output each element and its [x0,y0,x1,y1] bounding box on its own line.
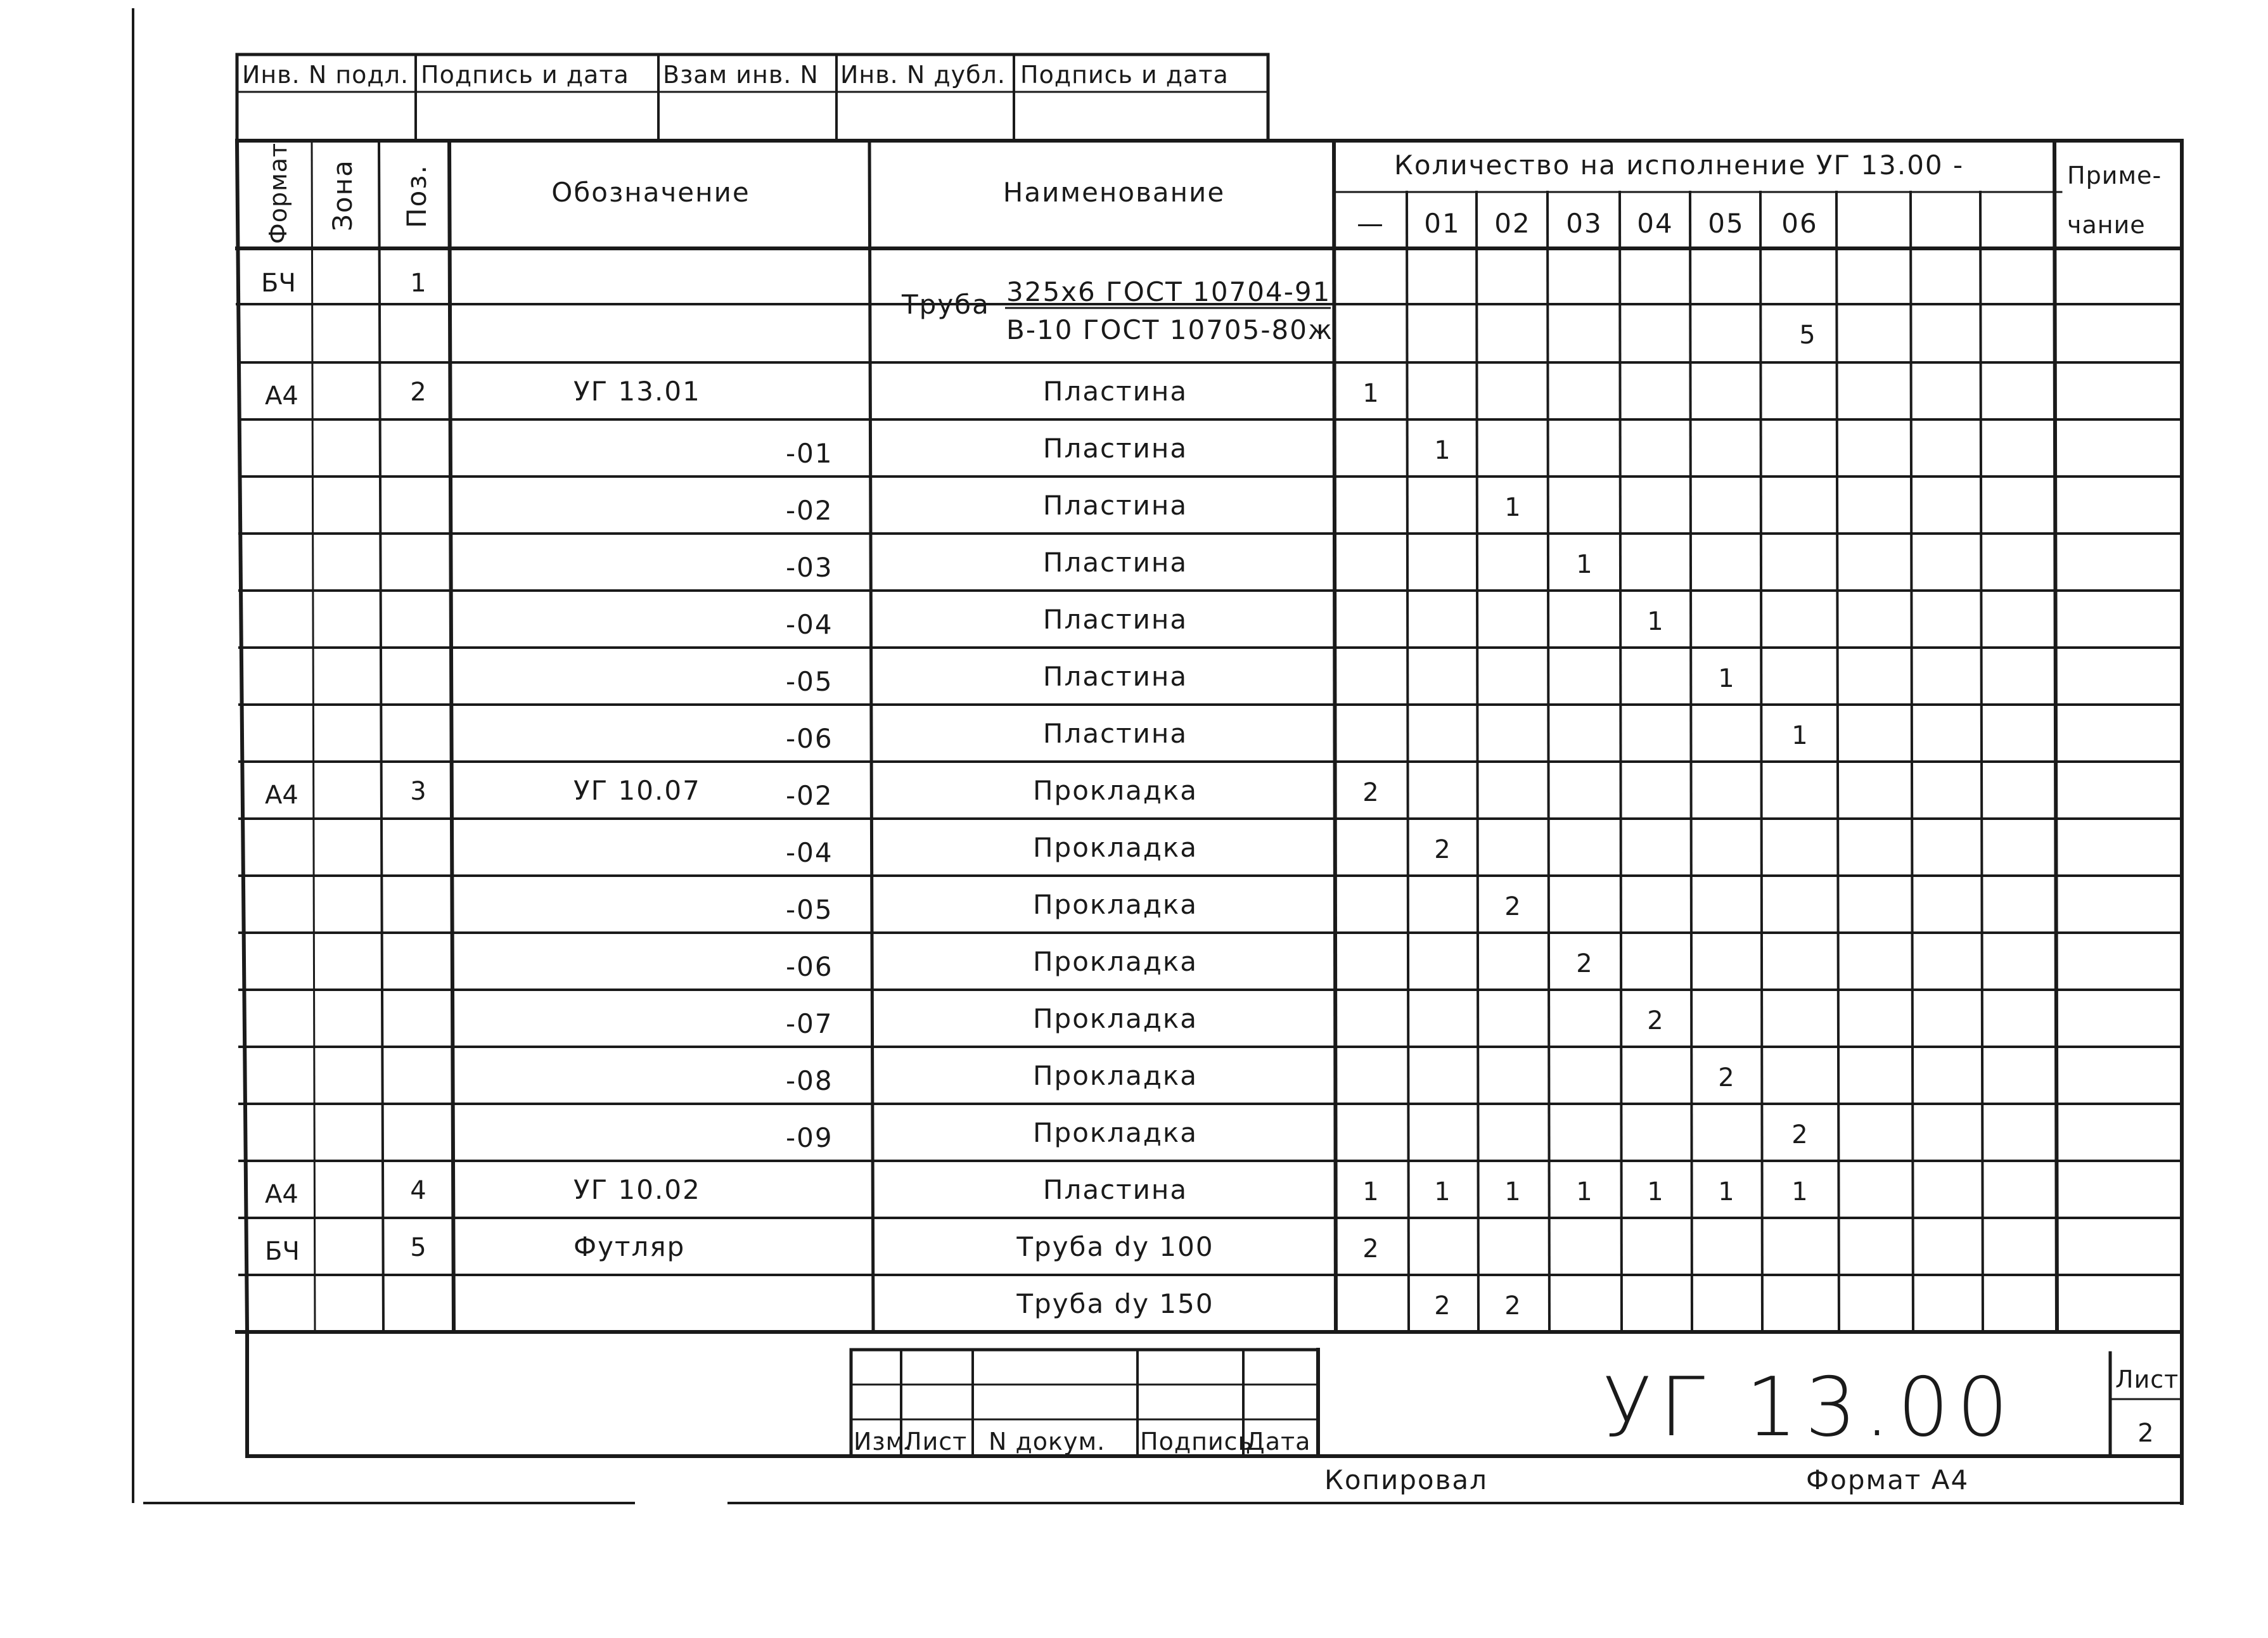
pipe-pos: 1 [410,269,426,298]
inventory-strip [242,61,1229,89]
sheet-number: 2 [2137,1419,2154,1448]
row-name: Пластина [1042,547,1188,578]
row-format: А4 [265,781,298,810]
header-format: Формат [264,142,292,244]
row-pos: 5 [410,1233,426,1262]
row-name: Прокладка [1032,775,1198,806]
row-designation-suffix: -08 [786,1065,833,1096]
pipe-spec-1: 325х6 ГОСТ 10704-91 [1006,276,1331,307]
pipe-item [261,269,1816,350]
pipe-spec-2: В-10 ГОСТ 10705-80ж [1006,314,1333,345]
spec-row [265,376,1379,411]
pipe-format: БЧ [261,269,296,298]
row-name: Пластина [1042,718,1188,749]
row-name: Пластина [1042,661,1188,692]
row-qty-cell: 1 [1718,1177,1734,1206]
row-designation-suffix: -07 [786,1008,833,1039]
variant-header: 04 [1637,208,1674,239]
inventory-header-sign-2: Подпись и дата [1020,61,1229,89]
row-qty-cell: 1 [1434,436,1451,465]
spec-row [265,775,1379,811]
label-date: Дата [1246,1428,1311,1456]
header-note-line1: Приме- [2067,162,2162,189]
row-qty-cell: 2 [1362,778,1379,807]
spec-row [786,1003,1663,1039]
variant-header: 03 [1566,208,1603,239]
header-pos: Поз. [401,164,432,228]
row-designation: Футляр [573,1231,686,1262]
spec-row [786,433,1451,469]
label-signature: Подпись [1140,1428,1253,1456]
row-designation: УГ 10.02 [573,1174,701,1205]
row-format: БЧ [265,1237,300,1266]
label-doc-number: N докум. [989,1428,1106,1456]
row-qty-cell: 1 [1362,1177,1379,1206]
row-qty-cell: 1 [1576,1177,1592,1206]
row-designation-suffix: -05 [786,894,833,925]
variant-header: — [1357,208,1385,239]
row-designation-suffix: -01 [786,438,833,469]
row-name: Прокладка [1032,1117,1198,1148]
spec-row [786,718,1808,754]
footer [1324,1464,1969,1495]
row-name: Пластина [1042,1174,1188,1205]
row-designation-suffix: -02 [786,495,833,526]
row-name: Труба dy 150 [1016,1288,1214,1319]
row-name: Прокладка [1032,1060,1198,1091]
row-qty-cell: 2 [1791,1120,1808,1149]
row-name: Пластина [1042,604,1188,635]
row-qty-cell: 2 [1434,835,1451,864]
row-designation-suffix: -04 [786,837,833,868]
row-pos: 4 [410,1176,426,1205]
row-name: Прокладка [1032,832,1198,863]
row-qty-cell: 1 [1504,1177,1521,1206]
spec-row [786,1060,1734,1096]
row-qty-cell: 1 [1504,493,1521,522]
row-designation-suffix: -05 [786,666,833,697]
row-separator-lines [237,304,2182,1275]
row-format: А4 [265,381,298,411]
pipe-qty-06: 5 [1799,321,1816,350]
spec-row [265,1231,1379,1266]
inventory-header-orig: Инв. N подл. [242,61,409,89]
row-designation-suffix: -04 [786,609,833,640]
row-qty-cell: 2 [1504,1291,1521,1321]
footer-format: Формат А4 [1806,1464,1970,1495]
row-name: Пластина [1042,490,1188,521]
row-qty-cell: 1 [1791,1177,1808,1206]
row-pos: 2 [410,378,426,407]
row-qty-cell: 1 [1576,550,1592,579]
spec-row [786,490,1521,526]
label-change: Изм. [854,1428,913,1456]
row-designation: УГ 10.07 [573,775,701,806]
variant-header: 06 [1781,208,1818,239]
document-code: УГ 13.00 [1602,1360,2016,1455]
spec-row [1016,1288,1520,1321]
row-name: Прокладка [1032,889,1198,920]
row-name: Пластина [1042,376,1188,407]
inventory-header-replace: Взам инв. N [663,61,819,89]
row-qty-cell: 1 [1434,1177,1451,1206]
spec-row [786,661,1734,697]
header-quantity-title: Количество на исполнение УГ 13.00 - [1394,150,1964,181]
spec-row [265,1174,1808,1209]
sheet-label: Лист [2115,1366,2179,1393]
pipe-prefix: Труба [902,289,990,320]
row-designation-suffix: -06 [786,723,833,754]
inventory-header-sign-1: Подпись и дата [421,61,629,89]
row-name: Прокладка [1032,946,1198,977]
spec-row [786,604,1663,640]
variant-header: 02 [1494,208,1531,239]
spec-row [786,946,1592,982]
spec-rows [265,376,1808,1321]
row-qty-cell: 1 [1791,721,1808,750]
row-designation-suffix: -03 [786,552,833,583]
header-note-line2: чание [2067,211,2146,239]
variant-headers [1357,208,1818,239]
row-qty-cell: 2 [1362,1234,1379,1264]
row-qty-cell: 2 [1647,1006,1663,1035]
spec-row [786,1117,1808,1153]
spec-row [786,832,1451,868]
row-qty-cell: 1 [1718,664,1734,693]
row-designation-suffix: -09 [786,1122,833,1153]
title-block [854,1360,2179,1456]
inventory-header-dup: Инв. N дубл. [840,61,1006,89]
row-qty-cell: 1 [1362,379,1379,408]
row-name: Прокладка [1032,1003,1198,1034]
row-qty-cell: 2 [1576,949,1592,978]
row-designation-suffix: -02 [786,780,833,811]
variant-header: 01 [1424,208,1461,239]
table-header [264,143,2162,244]
spec-row [786,547,1592,583]
row-designation: УГ 13.01 [573,376,701,407]
spec-row [786,889,1521,925]
row-pos: 3 [410,777,426,806]
footer-copied: Копировал [1324,1464,1488,1495]
row-name: Пластина [1042,433,1188,464]
header-name: Наименование [1003,177,1226,208]
label-sheet: Лист [904,1428,968,1456]
row-designation-suffix: -06 [786,951,833,982]
row-qty-cell: 1 [1647,607,1663,636]
header-zone: Зона [327,159,358,231]
row-format: А4 [265,1180,298,1209]
row-qty-cell: 2 [1718,1063,1734,1092]
header-designation: Обозначение [551,177,750,208]
variant-header: 05 [1708,208,1745,239]
row-qty-cell: 2 [1434,1291,1451,1321]
row-qty-cell: 1 [1647,1177,1663,1206]
row-name: Труба dy 100 [1016,1231,1214,1262]
row-qty-cell: 2 [1504,892,1521,921]
